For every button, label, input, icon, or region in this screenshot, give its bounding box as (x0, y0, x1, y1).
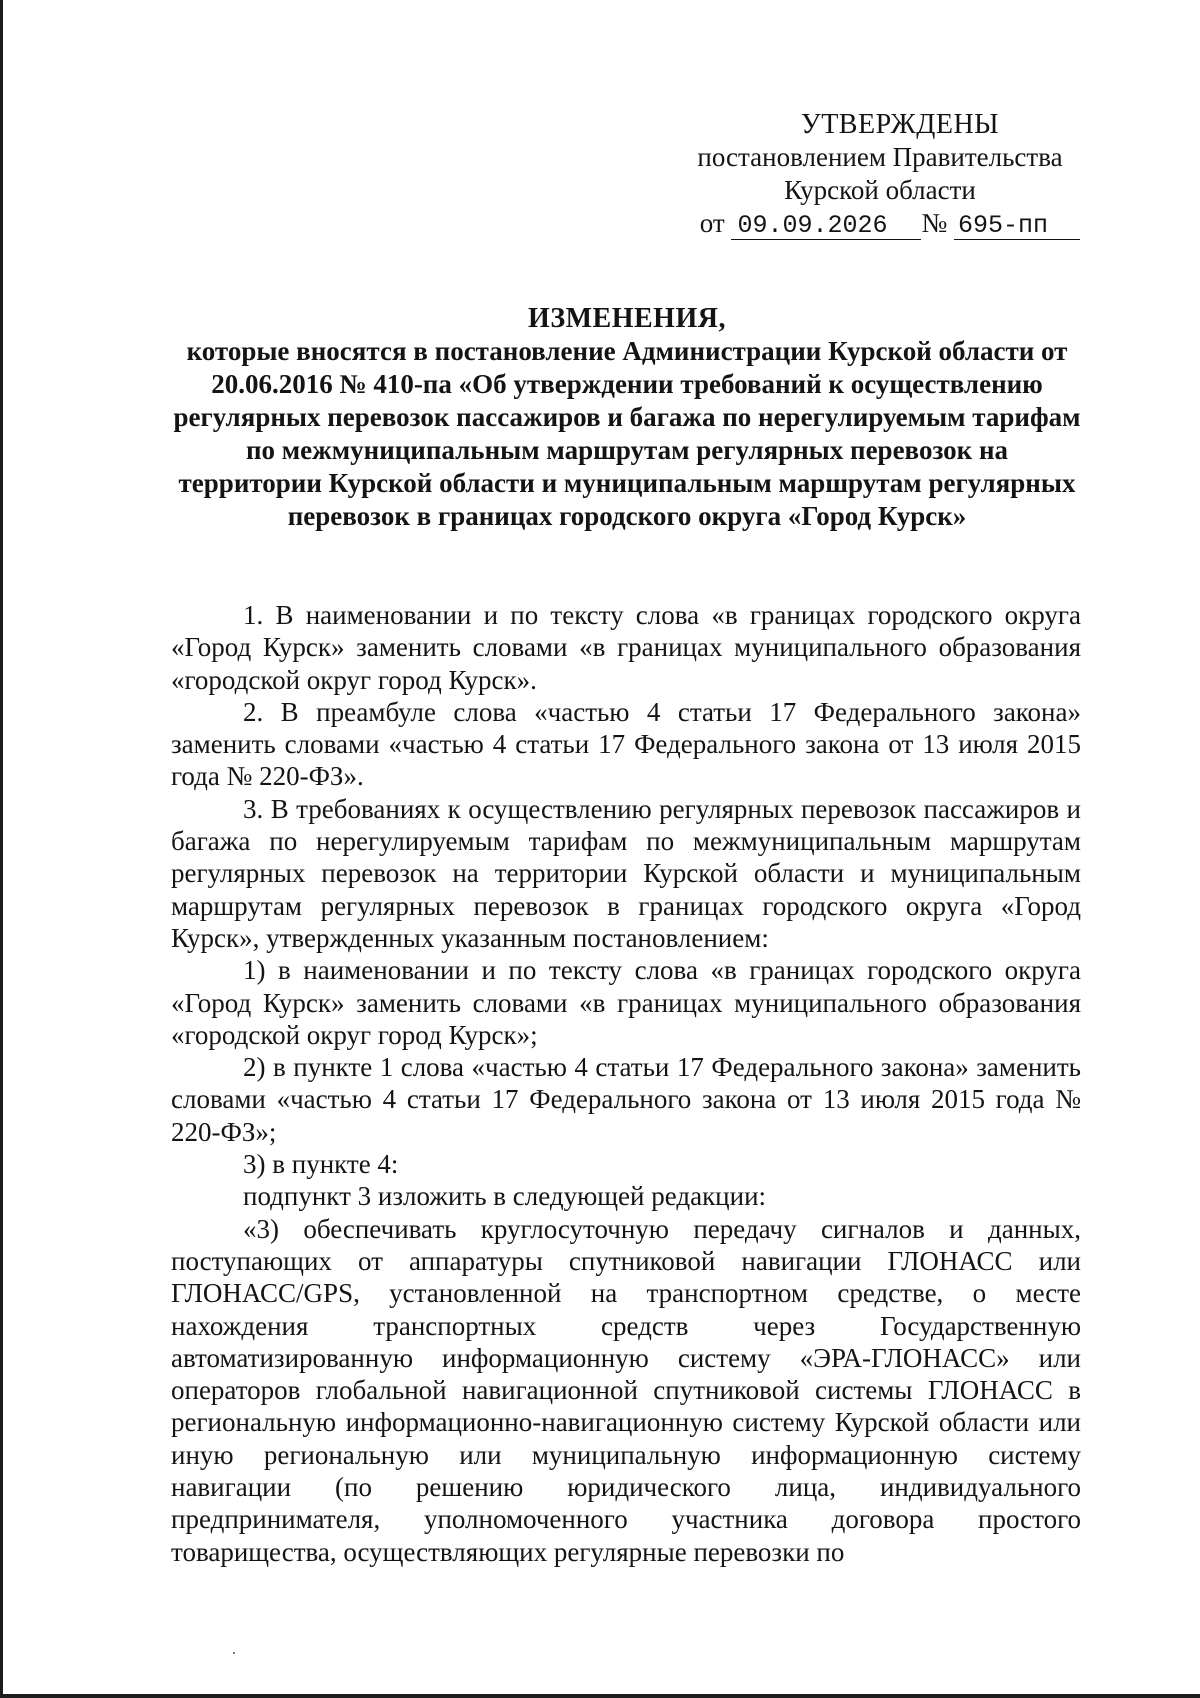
scan-artifact-dot (233, 1652, 235, 1654)
scan-border-left (0, 0, 3, 1698)
approval-number: 695-пп (954, 213, 1080, 240)
approval-stamp (680, 108, 1080, 240)
approval-date-line (680, 207, 1080, 240)
paragraph-2: 2. В преамбуле слова «частью 4 статьи 17 Федерального закона» заменить словами «частью 4 статьи 17 Федерального закона от 13 июля 2015 года № 220-ФЗ». (171, 696, 1081, 792)
date-prefix: от (699, 208, 725, 238)
approval-line-1: постановлением Правительства (697, 142, 1063, 172)
approval-title: УТВЕРЖДЕНЫ (800, 109, 1000, 140)
document-title-block (172, 302, 1082, 533)
paragraph-3: 3. В требованиях к осуществлению регулярных перевозок пассажиров и багажа по нерегулируемым тарифам по межмуниципальным маршрутам регулярных перевозок на территории Курской области и муниципальным маршрутам регулярных перевозок в границах городского округа «Город Курск», утвержденных указанным постановлением: (171, 793, 1081, 953)
document-body (171, 599, 1081, 1568)
paragraph-3-3: 3) в пункте 4: (243, 1149, 399, 1180)
document-subtitle: которые вносятся в постановление Администрации Курской области от 20.06.2016 № 410-па «Об утверждении требований к осуществлению регулярных перевозок пассажиров и багажа по нерегулируемым тарифам по межмуниципальным маршрутам регулярных перевозок на территории Курской области и муниципальным маршрутам регулярных перевозок в границах городского округа «Город Курск» (173, 336, 1081, 531)
paragraph-subpoint-intro: подпункт 3 изложить в следующей редакции: (243, 1181, 767, 1212)
paragraph-3-2: 2) в пункте 1 слова «частью 4 статьи 17 Федерального закона» заменить словами «частью 4 статьи 17 Федерального закона от 13 июля 2015 года № 220-ФЗ»; (171, 1052, 1081, 1147)
document-heading: ИЗМЕНЕНИЯ, (528, 303, 726, 334)
approval-date: 09.09.2026 (731, 213, 921, 240)
paragraph-subpoint-3-text: «3) обеспечивать круглосуточную передачу сигналов и данных, поступающих от аппаратуры спутниковой навигации ГЛОНАСС или ГЛОНАСС/GPS, установленной на транспортном средстве, о месте нахождения транспортных средств через Государственную автоматизированную информационную систему «ЭРА-ГЛОНАСС» или операторов глобальной навигационной спутниковой системы ГЛОНАСС в региональную информационно-навигационную систему Курской области или иную региональную или муниципальную информационную систему навигации (по решению юридического лица, индивидуального предпринимателя, уполномоченного участника договора простого товарищества, осуществляющих регулярные перевозки по (171, 1213, 1081, 1567)
paragraph-3-1: 1) в наименовании и по тексту слова «в границах городского округа «Город Курск» заменить словами «в границах муниципального образования «городской округ город Курск»; (171, 955, 1081, 1050)
number-prefix: № (921, 208, 948, 238)
scan-border-bottom (0, 1694, 1200, 1698)
paragraph-1: 1. В наименовании и по тексту слова «в границах городского округа «Город Курск» заменить словами «в границах муниципального образования «городской округ город Курск». (171, 600, 1081, 695)
approval-line-2: Курской области (784, 175, 976, 205)
